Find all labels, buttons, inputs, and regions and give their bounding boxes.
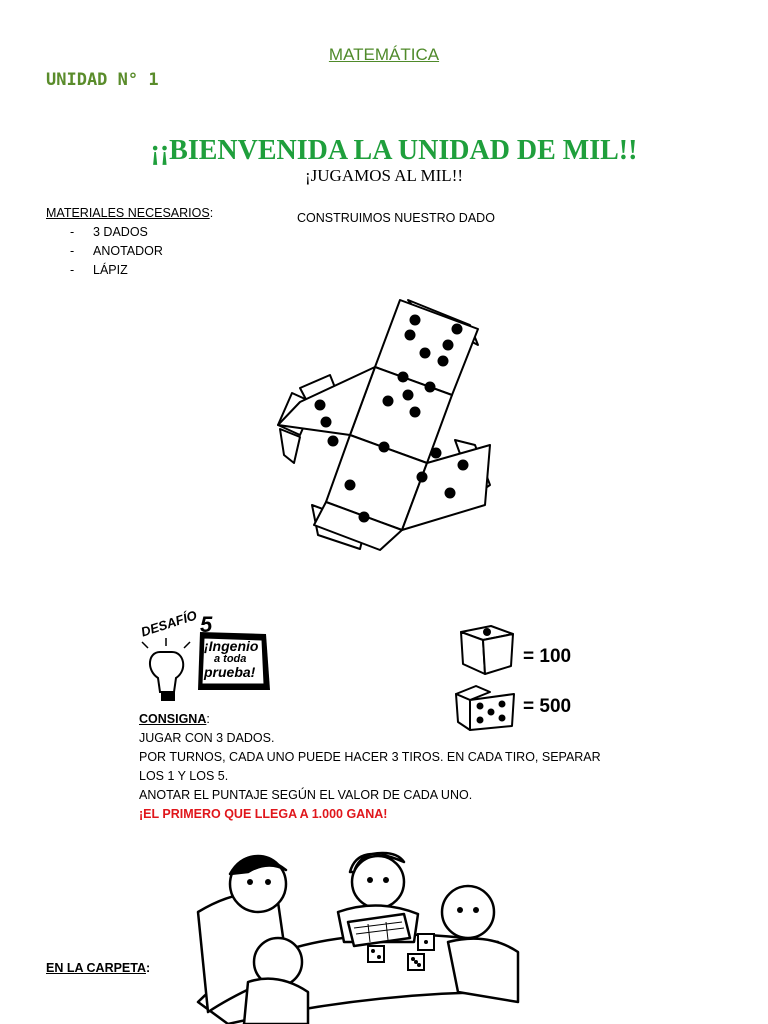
instructions-title-colon: : [206,712,210,726]
badge-text [204,640,258,679]
challenge-badge [138,607,278,704]
instructions-line: LOS 1 Y LOS 5. [139,769,229,783]
badge-number: 5 [200,612,213,637]
die-value-100: = 100 [523,646,572,667]
play-subheading: ¡JUGAMOS AL MIL!! [304,166,464,185]
instructions-line: ANOTAR EL PUNTAJE SEGÚN EL VALOR DE CADA UNO. [139,788,473,802]
instructions-highlight: ¡EL PRIMERO QUE LLEGA A 1.000 GANA! [139,807,388,821]
materials-item: - LÁPIZ [70,263,128,277]
materials-title [46,206,213,220]
die-net-illustration [270,295,500,555]
materials-title-text: MATERIALES NECESARIOS [46,206,210,220]
unit-label: UNIDAD N° 1 [46,70,159,90]
badge-word: DESAFÍO [139,607,199,640]
materials-item: - ANOTADOR [70,244,163,258]
instructions-line: POR TURNOS, CADA UNO PUEDE HACER 3 TIROS. EN CADA TIRO, SEPARAR [139,750,601,764]
die-value-500: = 500 [523,696,572,717]
child-front-body [244,979,308,1024]
materials-title-colon: : [209,206,214,220]
child-center-head [352,856,404,908]
badge-line: prueba! [204,664,256,680]
instructions-line: JUGAR CON 3 DADOS. [139,731,275,745]
notebook-label-text: EN LA CARPETA [46,961,146,975]
instructions-block [139,710,601,824]
welcome-heading: ¡¡BIENVENIDA LA UNIDAD DE MIL!! [150,135,638,166]
badge-line: a toda [214,653,247,665]
notebook-label-colon: : [146,961,151,975]
badge-line: ¡Ingenio [204,638,259,654]
lightbulb-icon [150,652,183,692]
die-one-icon [455,618,517,680]
instructions-title-text: CONSIGNA [139,712,207,726]
child-right-head [442,886,494,938]
notebook-label [46,961,150,975]
materials-list [70,225,163,282]
die-icon [368,946,384,962]
children-playing-illustration [168,842,528,1024]
materials-item-label: LÁPIZ [93,263,128,277]
materials-item: - 3 DADOS [70,225,148,239]
materials-item-label: 3 DADOS [93,225,148,239]
child-right-body [448,939,518,1002]
subject-title: MATEMÁTICA [328,45,440,64]
materials-item-label: ANOTADOR [93,244,163,258]
build-die-caption: CONSTRUIMOS NUESTRO DADO [297,211,495,225]
instructions-title [139,710,601,729]
